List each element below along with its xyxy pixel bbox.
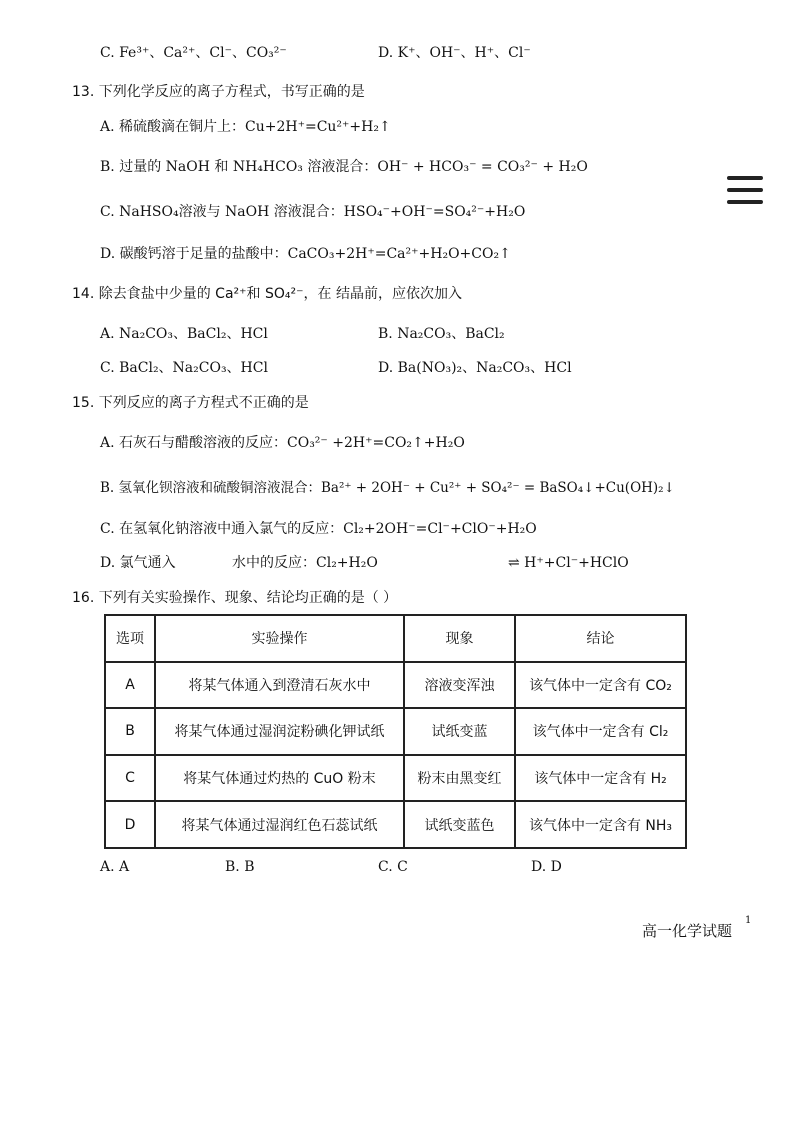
- q13-option-b: B. 过量的 NaOH 和 NH₄HCO₃ 溶液混合：OH⁻ + HCO₃⁻ = CO₃²⁻ + H₂O: [100, 159, 588, 175]
- table-header-row: [105, 615, 686, 662]
- q13-option-a: A. 稀硫酸滴在铜片上：Cu+2H⁺=Cu²⁺+H₂↑: [100, 119, 391, 135]
- q16-option-b: B. B: [225, 859, 255, 875]
- q14-stem: 14. 除去食盐中少量的 Ca²⁺和 SO₄²⁻，在 结晶前，应依次加入: [72, 286, 462, 302]
- table-cell: 将某气体通入到澄清石灰水中: [155, 662, 404, 709]
- table-row: [105, 708, 686, 755]
- q16-option-a: A. A: [100, 859, 130, 875]
- q12-option-c: C. Fe³⁺、Ca²⁺、Cl⁻、CO₃²⁻: [100, 45, 287, 61]
- q13-option-c: C. NaHSO₄溶液与 NaOH 溶液混合：HSO₄⁻+OH⁻=SO₄²⁻+H₂O: [100, 204, 526, 220]
- table-cell: C: [105, 755, 155, 802]
- q14-option-a: A. Na₂CO₃、BaCl₂、HCl: [100, 326, 268, 342]
- q13-stem: 13. 下列化学反应的离子方程式，书写正确的是: [72, 84, 365, 100]
- q15-option-d-part2: 水中的反应：Cl₂+H₂O: [232, 555, 378, 571]
- q14-option-b: B. Na₂CO₃、BaCl₂: [378, 326, 505, 342]
- hamburger-menu-icon[interactable]: [727, 174, 763, 206]
- table-header-cell: 结论: [515, 615, 686, 662]
- table-cell: D: [105, 801, 155, 848]
- q16-stem: 16. 下列有关实验操作、现象、结论均正确的是（ ）: [72, 590, 398, 606]
- table-header-cell: 现象: [404, 615, 515, 662]
- q16-option-d: D. D: [531, 859, 562, 875]
- table-cell: 该气体中一定含有 Cl₂: [515, 708, 686, 755]
- q16-experiment-table: [104, 614, 687, 849]
- table-cell: 试纸变蓝: [404, 708, 515, 755]
- q15-option-a: A. 石灰石与醋酸溶液的反应：CO₃²⁻ +2H⁺=CO₂↑+H₂O: [100, 435, 465, 451]
- table-row: [105, 755, 686, 802]
- q12-option-d: D. K⁺、OH⁻、H⁺、Cl⁻: [378, 45, 531, 61]
- table-cell: 试纸变蓝色: [404, 801, 515, 848]
- table-cell: 将某气体通过湿润淀粉碘化钾试纸: [155, 708, 404, 755]
- q13-option-d: D. 碳酸钙溶于足量的盐酸中：CaCO₃+2H⁺=Ca²⁺+H₂O+CO₂↑: [100, 246, 511, 262]
- table-cell: 溶液变浑浊: [404, 662, 515, 709]
- table-cell: 粉末由黑变红: [404, 755, 515, 802]
- table-row: [105, 801, 686, 848]
- footer-title: 高一化学试题: [642, 922, 733, 940]
- page-number: 1: [745, 915, 752, 926]
- table-cell: A: [105, 662, 155, 709]
- table-cell: 该气体中一定含有 CO₂: [515, 662, 686, 709]
- q14-option-c: C. BaCl₂、Na₂CO₃、HCl: [100, 360, 268, 376]
- q14-option-d: D. Ba(NO₃)₂、Na₂CO₃、HCl: [378, 360, 572, 376]
- table-cell: 该气体中一定含有 NH₃: [515, 801, 686, 848]
- q15-option-b: B. 氢氧化钡溶液和硫酸铜溶液混合：Ba²⁺ + 2OH⁻ + Cu²⁺ + SO₄²⁻ = BaSO₄↓+Cu(OH)₂↓: [100, 480, 675, 496]
- q15-option-d-part3: ⇌ H⁺+Cl⁻+HClO: [508, 555, 629, 571]
- q16-option-c: C. C: [378, 859, 408, 875]
- table-cell: 将某气体通过湿润红色石蕊试纸: [155, 801, 404, 848]
- q15-stem: 15. 下列反应的离子方程式不正确的是: [72, 395, 309, 411]
- table-header-cell: 选项: [105, 615, 155, 662]
- table-cell: 该气体中一定含有 H₂: [515, 755, 686, 802]
- q15-option-c: C. 在氢氧化钠溶液中通入氯气的反应：Cl₂+2OH⁻=Cl⁻+ClO⁻+H₂O: [100, 521, 537, 537]
- table-row: [105, 662, 686, 709]
- q15-option-d-part1: D. 氯气通入: [100, 555, 176, 571]
- table-cell: 将某气体通过灼热的 CuO 粉末: [155, 755, 404, 802]
- table-header-cell: 实验操作: [155, 615, 404, 662]
- table-cell: B: [105, 708, 155, 755]
